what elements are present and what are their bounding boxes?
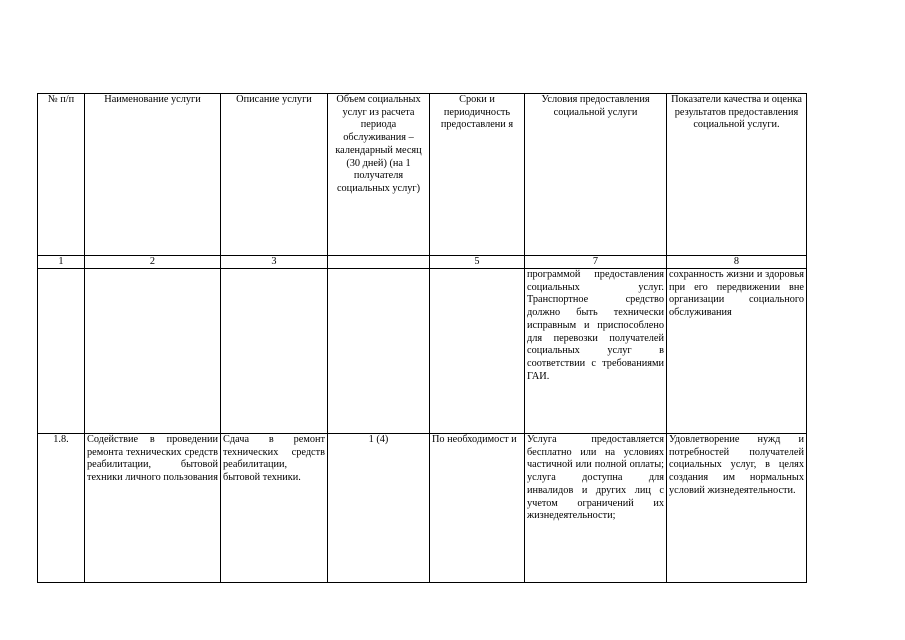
column-number: 1	[38, 256, 85, 269]
table-cell	[85, 269, 221, 434]
column-number: 7	[525, 256, 667, 269]
column-number: 2	[85, 256, 221, 269]
service-description-cell: Сдача в ремонт технических средств реабилитации, бытовой техники.	[221, 434, 328, 583]
continuation-row	[38, 269, 807, 434]
terms-periodicity-cell: По необходимост и	[430, 434, 525, 583]
column-number: 3	[221, 256, 328, 269]
header-conditions: Условия предоставления социальной услуги	[525, 94, 667, 256]
header-service-name: Наименование услуги	[85, 94, 221, 256]
header-terms-periodicity: Сроки и периодичность предоставлени я	[430, 94, 525, 256]
header-quality-indicators: Показатели качества и оценка результатов предоставления социальной услуги.	[667, 94, 807, 256]
table-cell	[38, 269, 85, 434]
column-number: 5	[430, 256, 525, 269]
table-cell	[328, 269, 430, 434]
column-number	[328, 256, 430, 269]
header-number: № п/п	[38, 94, 85, 256]
conditions-cell: программой предоставления социальных услуг. Транспортное средство должно быть технически исправным и приспособлено для перевозки получателей социальных услуг в соответствии с требованиями ГАИ.	[525, 269, 667, 434]
quality-indicators-cell: Удовлетворение нужд и потребностей получателей социальных услуг, в целях создания им нормальных условий жизнедеятельности.	[667, 434, 807, 583]
header-row	[38, 94, 807, 256]
service-volume-cell: 1 (4)	[328, 434, 430, 583]
service-name-cell: Содействие в проведении ремонта технических средств реабилитации, бытовой техники личного пользования	[85, 434, 221, 583]
conditions-cell: Услуга предоставляется бесплатно или на условиях частичной или полной оплаты; услуга доступна для инвалидов и других лиц с учетом ограничений их жизнедеятельности;	[525, 434, 667, 583]
services-table	[37, 93, 807, 583]
row-number: 1.8.	[38, 434, 85, 583]
column-number: 8	[667, 256, 807, 269]
header-service-description: Описание услуги	[221, 94, 328, 256]
column-numbering-row	[38, 256, 807, 269]
table-cell	[221, 269, 328, 434]
header-service-volume: Объем социальных услуг из расчета периода обслуживания – календарный месяц (30 дней) (на 1 получателя социальных услуг)	[328, 94, 430, 256]
table-cell	[430, 269, 525, 434]
quality-indicators-cell: сохранность жизни и здоровья при его передвижении вне организации социального обслуживания	[667, 269, 807, 434]
table-row	[38, 434, 807, 583]
